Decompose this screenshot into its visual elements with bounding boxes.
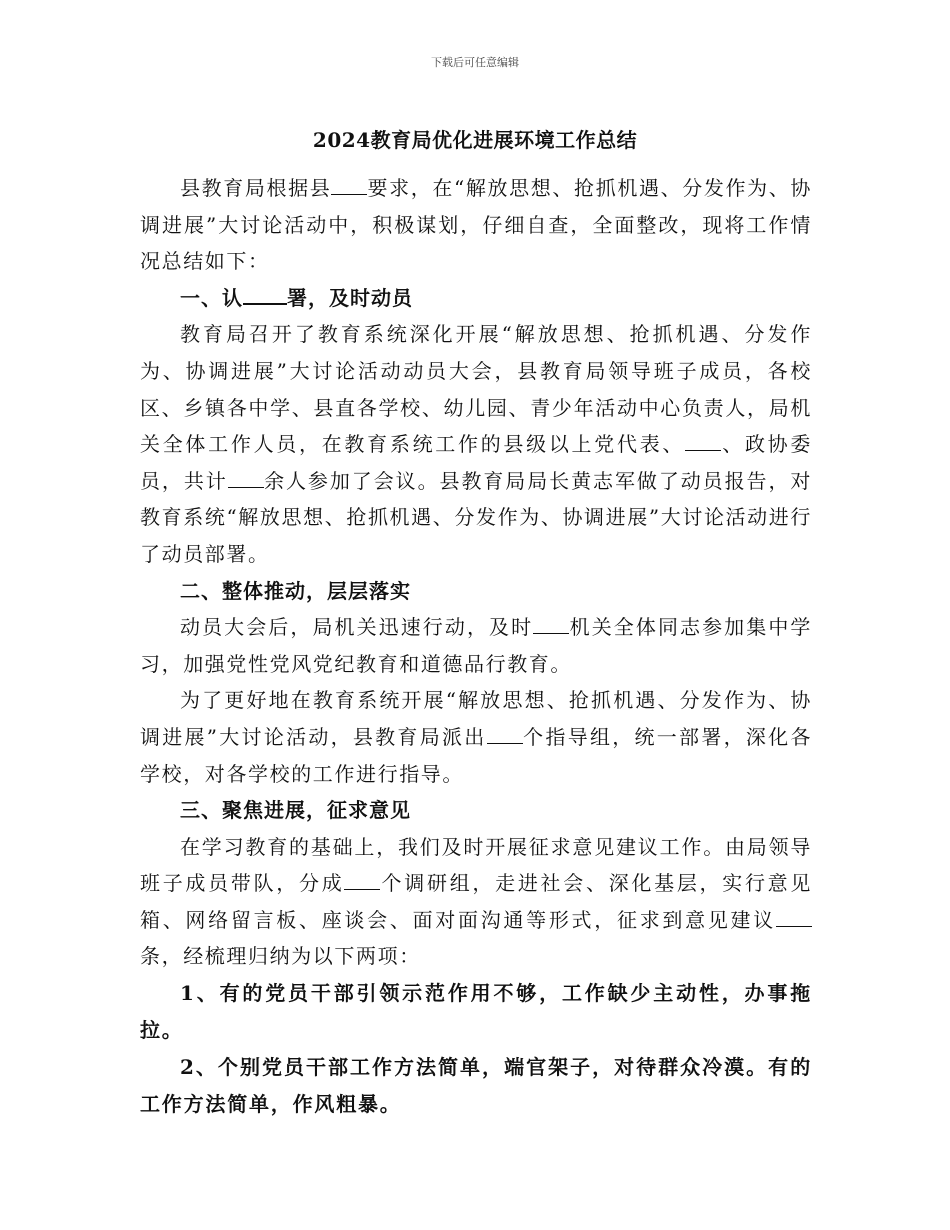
document-title: 2024教育局优化进展环境工作总结 bbox=[312, 128, 638, 152]
section1-heading bbox=[140, 280, 812, 317]
blank-line bbox=[228, 469, 264, 488]
section1-text-b: 、政协委员，共计 bbox=[140, 432, 812, 493]
blank-line bbox=[243, 285, 287, 305]
section2-p1-text-b: 机关全体同志参加集中学习，加强党性党风党纪教育和道德品行教育。 bbox=[140, 615, 812, 676]
blank-line bbox=[487, 725, 523, 744]
section3-point-2: 2、个别党员干部工作方法简单，端官架子，对待群众冷漠。有的工作方法简单，作风粗暴。 bbox=[140, 1055, 812, 1117]
section2-heading: 二、整体推动，层层落实 bbox=[180, 578, 411, 603]
intro-text-a: 县教育局根据县 bbox=[180, 176, 332, 200]
section3-text-c: 条，经梳理归纳为以下两项： bbox=[140, 944, 421, 969]
section3-text-a: 在学习教育的基础上，我们及时开展征求意见建议工作。由局领导班子成员带队，分成 bbox=[140, 834, 812, 896]
section1-text-a: 教育局召开了教育系统深化开展“解放思想、抢抓机遇、分发作为、协调进展”大讨论活动动员大会，县教育局领导班子成员，各校区、乡镇各中学、县直各学校、幼儿园、青少年活动中心负责人，局机关全体工作人员，在教育系统工作的县级以上党代表、 bbox=[140, 322, 812, 457]
section3-point-1: 1、有的党员干部引领示范作用不够，工作缺少主动性，办事拖拉。 bbox=[140, 981, 812, 1043]
section3-text-b: 个调研组，走进社会、深化基层，实行意见箱、网络留言板、座谈会、面对面沟通等形式，征求到意见建议 bbox=[140, 871, 813, 932]
section2-paragraph-2 bbox=[140, 682, 812, 792]
document-body bbox=[140, 170, 812, 1123]
section1-heading-b: 署，及时动员 bbox=[287, 285, 413, 310]
section2-paragraph-1 bbox=[140, 609, 812, 682]
section2-p2-text-a: 为了更好地在教育系统开展“解放思想、抢抓机遇、分发作为、协调进展”大讨论活动，县教育局派出 bbox=[140, 688, 812, 749]
intro-paragraph bbox=[140, 170, 812, 280]
section1-heading-a: 一、认 bbox=[180, 285, 243, 310]
intro-text-b: 要求，在“解放思想、抢抓机遇、分发作为、协调进展”大讨论活动中，积极谋划，仔细自查，全面整改，现将工作情况总结如下： bbox=[140, 176, 813, 274]
section2-p2-text-b: 个指导组，统一部署，深化各学校，对各学校的工作进行指导。 bbox=[140, 724, 812, 786]
section2-p1-text-a: 动员大会后，局机关迅速行动，及时 bbox=[180, 615, 534, 640]
blank-line bbox=[344, 871, 380, 890]
section3-heading: 三、聚焦进展，征求意见 bbox=[180, 798, 411, 823]
blank-line bbox=[331, 176, 367, 195]
blank-line bbox=[533, 615, 569, 634]
page-header-note: 下载后可任意编辑 bbox=[431, 56, 519, 69]
blank-line bbox=[776, 908, 812, 927]
section1-paragraph bbox=[140, 316, 812, 572]
blank-line bbox=[685, 432, 721, 451]
section1-text-c: 余人参加了会议。县教育局局长黄志军做了动员报告，对教育系统“解放思想、抢抓机遇、分发作为、协调进展”大讨论活动进行了动员部署。 bbox=[140, 468, 813, 566]
section3-paragraph bbox=[140, 829, 812, 975]
